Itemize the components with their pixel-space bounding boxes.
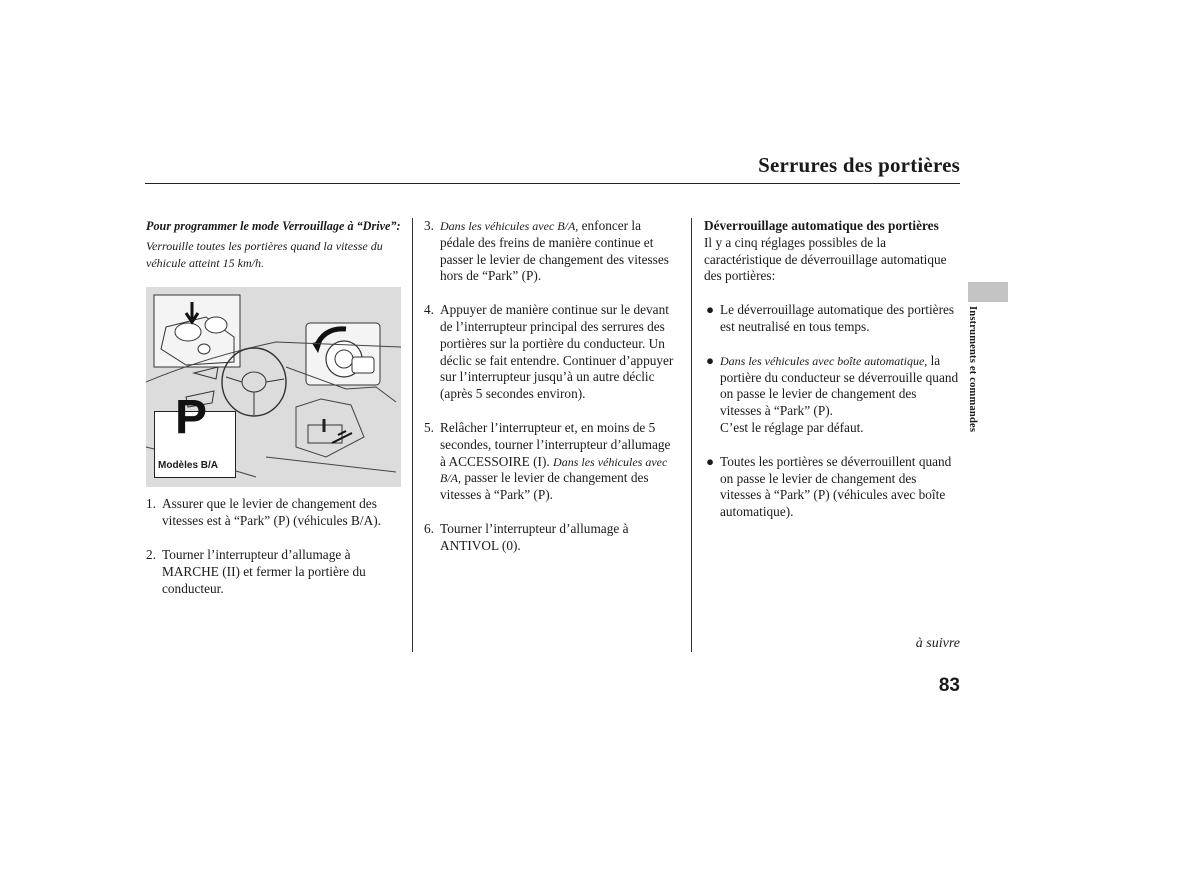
bullet-icon: ● — [706, 302, 715, 318]
bullet-icon: ● — [706, 352, 715, 368]
step-number: 6. — [424, 520, 434, 536]
step-6 — [424, 521, 676, 555]
step-4 — [424, 302, 676, 403]
step-text: Assurer que le levier de changement des vitesses est à “Park” (P) (véhicules B/A). — [162, 496, 381, 529]
step-number: 5. — [424, 419, 434, 435]
right-column — [704, 218, 960, 521]
section-tab — [968, 282, 1008, 302]
step-text: Appuyer de manière continue sur le devant de l’interrupteur principal des serrures des portières sur la portière du conducteur. Un déclic se fait entendre. Continuer d’appuyer sur l’interrupteur jusqu’à un autre déclic (après 5 secondes environ). — [440, 302, 674, 402]
step-5 — [424, 420, 676, 504]
section-subtext: Verrouille toutes les portières quand la vitesse du véhicule atteint 15 km/h. — [146, 238, 383, 270]
door-lock-illustration — [146, 287, 401, 487]
list-item — [704, 454, 960, 521]
list-item-text: la portière du conducteur se déverrouille quand on passe le levier de changement des vitesses à “Park” (P). — [720, 352, 959, 419]
page-title: Serrures des portières — [758, 153, 960, 177]
left-column — [146, 218, 402, 597]
step-text: passer le levier de changement des vitesses à “Park” (P). — [440, 470, 649, 503]
step-2 — [146, 547, 402, 597]
park-letter: P — [175, 391, 208, 445]
list-item-italic: Dans les véhicules avec boîte automatique, — [720, 353, 928, 368]
header-rule — [145, 183, 960, 184]
list-item-text: Toutes les portières se déverrouillent quand on passe le levier de changement des vitesses à “Park” (P) (véhicules avec boîte automatique). — [720, 453, 952, 520]
figure-caption: Modèles B/A — [158, 459, 219, 471]
step-text: enfoncer la pédale des freins de manière continue et passer le levier de changement des vitesses hors de “Park” (P). — [440, 218, 669, 284]
step-text: Relâcher l’interrupteur et, en moins de 5 secondes, tourner l’interrupteur d’allumage à ACCESSOIRE (I). — [440, 419, 671, 469]
page-number: 83 — [938, 675, 960, 696]
list-item-note: C’est le réglage par défaut. — [720, 419, 864, 435]
step-3 — [424, 218, 676, 285]
list-item — [704, 302, 960, 336]
step-number: 1. — [146, 496, 156, 512]
step-number: 2. — [146, 546, 156, 562]
section-heading: Déverrouillage automatique des portières — [704, 218, 939, 233]
bullet-icon: ● — [706, 453, 715, 469]
column-divider — [691, 218, 692, 652]
step-italic: Dans les véhicules avec B/A, — [440, 454, 668, 486]
step-number: 3. — [424, 218, 434, 233]
list-item — [704, 353, 960, 437]
list-item-text: Le déverrouillage automatique des portières est neutralisé en tous temps. — [720, 302, 955, 334]
step-1 — [146, 496, 402, 530]
park-indicator-box — [154, 391, 236, 478]
column-divider — [412, 218, 413, 652]
continued-note: à suivre — [915, 636, 960, 651]
step-text: Tourner l’interrupteur d’allumage à ANTIVOL (0). — [440, 520, 629, 553]
section-heading: Pour programmer le mode Verrouillage à “Drive”: — [146, 219, 401, 233]
middle-column — [424, 218, 676, 555]
section-intro: Il y a cinq réglages possibles de la caractéristique de déverrouillage automatique des portières: — [704, 234, 947, 284]
section-tab-label: Instruments et commandes — [967, 306, 978, 433]
step-number: 4. — [424, 302, 434, 318]
step-text: Tourner l’interrupteur d’allumage à MARCHE (II) et fermer la portière du conducteur. — [162, 546, 366, 596]
step-italic-lead: Dans les véhicules avec B/A, — [440, 219, 579, 233]
